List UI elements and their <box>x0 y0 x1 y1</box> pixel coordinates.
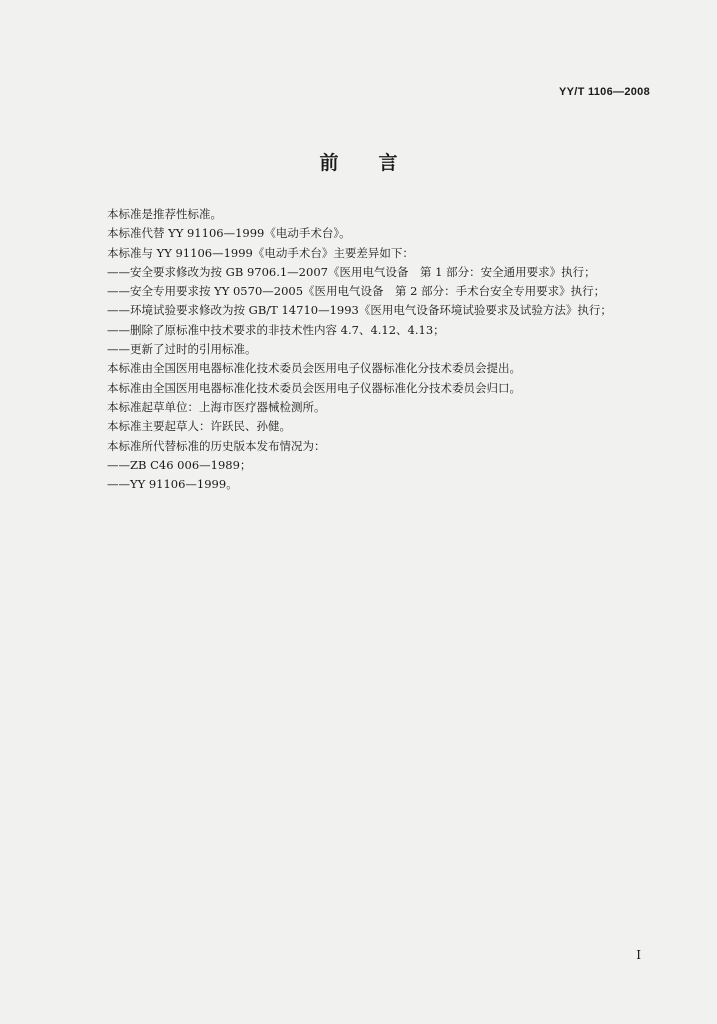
body-line: ——安全专用要求按 YY 0570—2005《医用电气设备 第 2 部分：手术台安全专用要求》执行； <box>107 284 606 299</box>
body-line: 本标准起草单位：上海市医疗器械检测所。 <box>107 399 326 414</box>
body-line: 本标准代替 YY 91106—1999《电动手术台》。 <box>107 226 351 241</box>
body-line: ——环境试验要求修改为按 GB/T 14710—1993《医用电气设备环境试验要求及试验方法》执行； <box>107 303 612 318</box>
body-line: ——删除了原标准中技术要求的非技术性内容 4.7、4.12、4.13； <box>107 322 445 337</box>
body-line: 本标准由全国医用电器标准化技术委员会医用电子仪器标准化分技术委员会提出。 <box>107 361 521 376</box>
body-line: ——更新了过时的引用标准。 <box>107 342 257 357</box>
body-line: ——YY 91106—1999。 <box>107 477 238 492</box>
body-line: 本标准所代替标准的历史版本发布情况为： <box>107 438 326 453</box>
body-line: ——安全要求修改为按 GB 9706.1—2007《医用电气设备 第 1 部分：安全通用要求》执行； <box>107 264 596 279</box>
body-line: 本标准由全国医用电器标准化技术委员会医用电子仪器标准化分技术委员会归口。 <box>107 380 521 395</box>
page-title: 前言 <box>319 152 438 174</box>
body-line: 本标准是推荐性标准。 <box>107 207 222 221</box>
body-line: 本标准主要起草人：许跃民、孙健。 <box>107 419 291 434</box>
standard-number: YY/T 1106—2008 <box>558 86 650 98</box>
page-number: I <box>636 948 641 962</box>
body-line: ——ZB C46 006—1989； <box>107 457 252 472</box>
body-line: 本标准与 YY 91106—1999《电动手术台》主要差异如下： <box>107 245 414 260</box>
foreword-body <box>107 205 667 494</box>
